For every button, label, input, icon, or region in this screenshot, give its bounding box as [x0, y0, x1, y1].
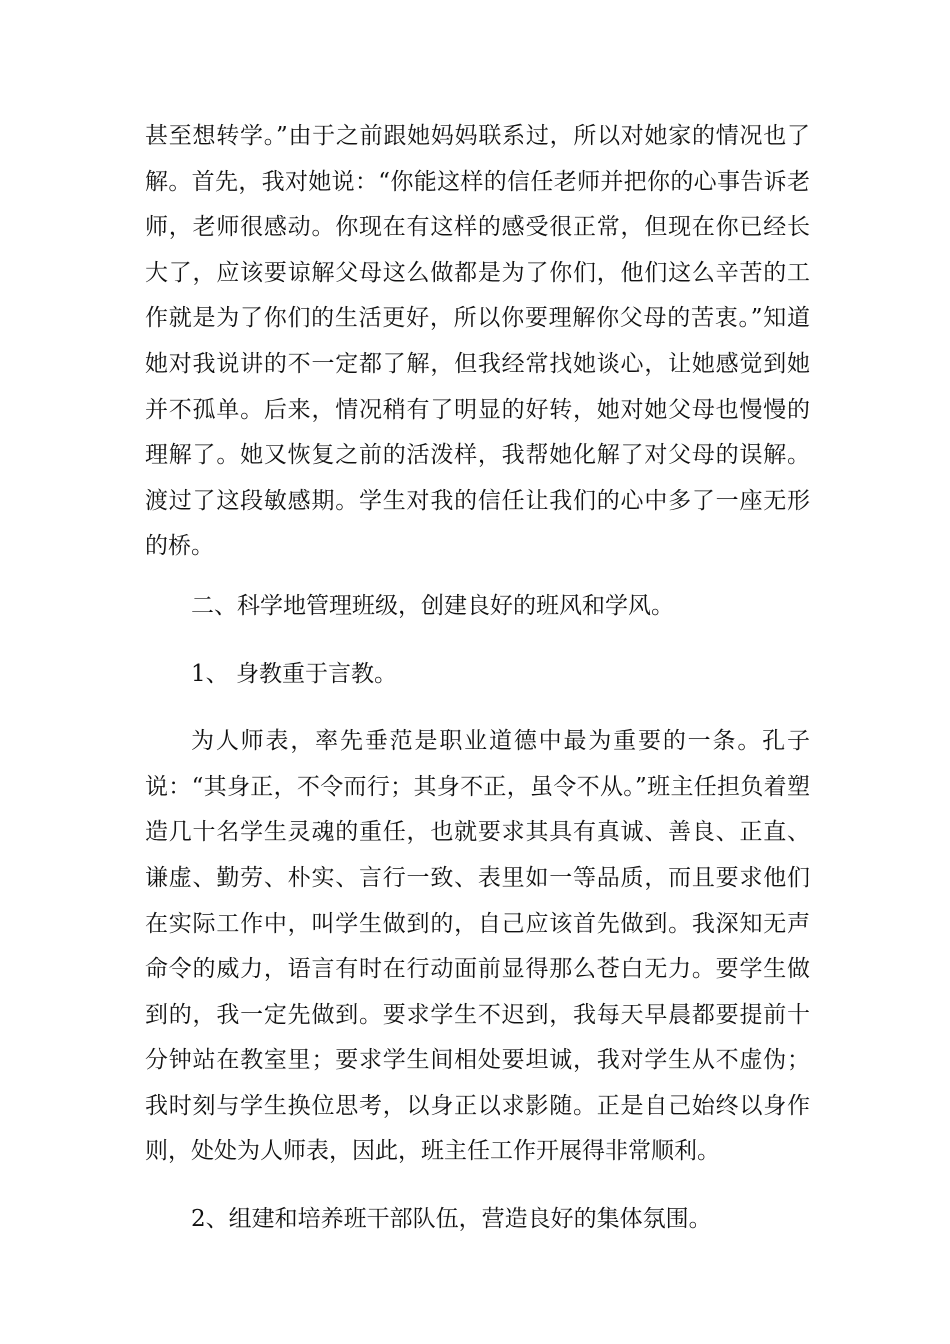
- subheading-1: 1、 身教重于言教。: [191, 660, 397, 687]
- paragraph-body: 为人师表，率先垂范是职业道德中最为重要的一条。孔子说：“其身正，不令而行；其身不正，虽令不从。”班主任担负着塑造几十名学生灵魂的重任，也就要求其具有真诚、善良、正直、谦虚、勤劳、朴实、言行一致、表里如一等品质，而且要求他们在实际工作中，叫学生做到的，自己应该首先做到。我深知无声命令的威力，语言有时在行动面前显得那么苍白无力。要学生做到的，我一定先做到。要求学生不迟到，我每天早晨都要提前十分钟站在教室里；要求学生间相处要坦诚，我对学生从不虚伪；我时刻与学生换位思考，以身正以求影随。正是自己始终以身作则，处处为人师表，因此，班主任工作开展得非常顺利。: [145, 728, 810, 1165]
- section-heading-2: 二、科学地管理班级，创建良好的班风和学风。: [191, 592, 674, 619]
- paragraph-continued: 甚至想转学。”由于之前跟她妈妈联系过，所以对她家的情况也了解。首先，我对她说：“你能这样的信任老师并把你的心事告诉老师，老师很感动。你现在有这样的感受很正常，但现在你已经长大了，应该要谅解父母这么做都是为了你们，他们这么辛苦的工作就是为了你们的生活更好，所以你要理解你父母的苦衷。”知道她对我说讲的不一定都了解，但我经常找她谈心，让她感觉到她并不孤单。后来，情况稍有了明显的好转，她对她父母也慢慢的理解了。她又恢复之前的活泼样，我帮她化解了对父母的误解。渡过了这段敏感期。学生对我的信任让我们的心中多了一座无形的桥。: [145, 123, 810, 560]
- subheading-2: 2、组建和培养班干部队伍，营造良好的集体氛围。: [191, 1206, 712, 1233]
- document-body: [145, 114, 810, 1243]
